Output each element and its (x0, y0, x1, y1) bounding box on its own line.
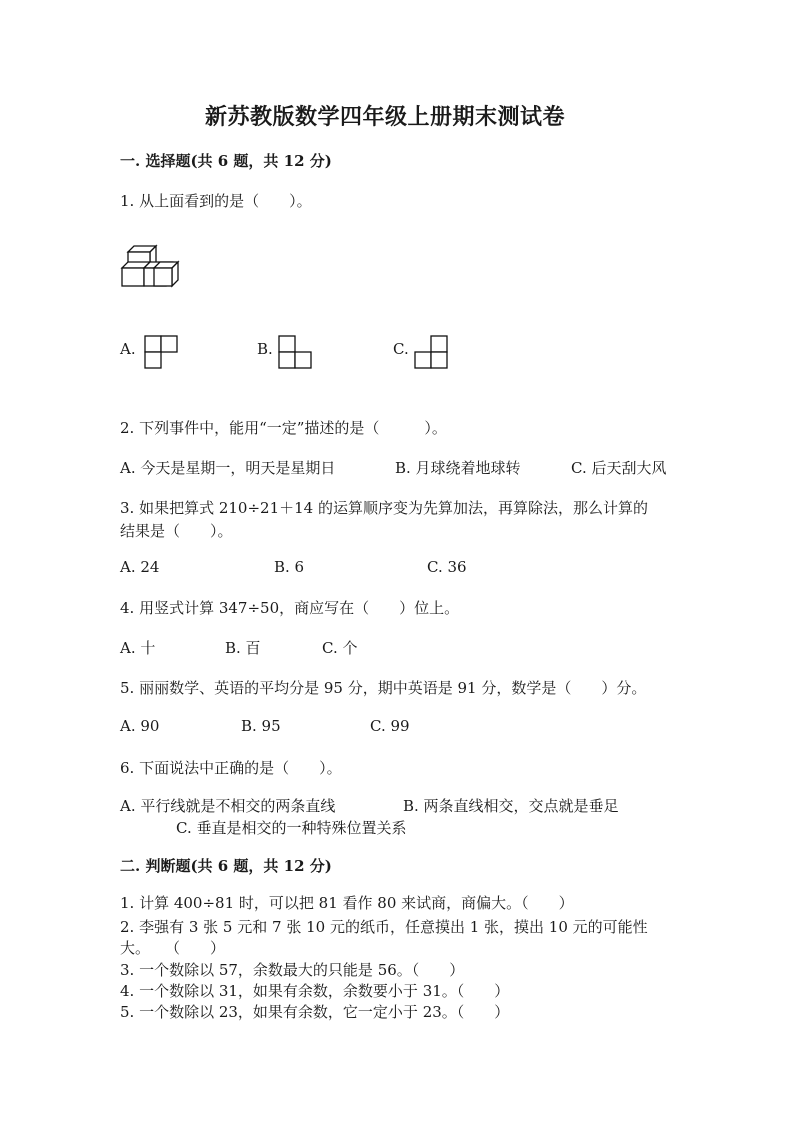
section-1-heading: 一. 选择题(共 6 题，共 12 分) (120, 152, 332, 170)
q3-option-a: A. 24 (120, 558, 160, 576)
question-3-stem-line1: 3. 如果把算式 210÷21＋14 的运算顺序变为先算加法，再算除法，那么计算的 (120, 499, 648, 517)
q6-option-c: C. 垂直是相交的一种特殊位置关系 (176, 819, 407, 837)
question-1-stem: 1. 从上面看到的是（ ）。 (120, 192, 312, 210)
q4-option-c: C. 个 (322, 639, 358, 657)
q6-option-b: B. 两条直线相交，交点就是垂足 (403, 797, 619, 815)
q2-option-b: B. 月球绕着地球转 (395, 459, 521, 477)
judgment-item-1: 1. 计算 400÷81 时，可以把 81 看作 80 来试商，商偏大。（ ） (120, 894, 574, 912)
q4-option-b: B. 百 (225, 639, 261, 657)
cube-stack-figure (118, 238, 183, 288)
judgment-item-2-line2: 大。 （ ） (120, 939, 226, 957)
q1-option-a-figure (144, 335, 178, 369)
q1-option-a-label: A. (120, 340, 136, 358)
q2-option-a: A. 今天是星期一，明天是星期日 (120, 459, 336, 477)
q2-option-c: C. 后天刮大风 (571, 459, 667, 477)
judgment-item-5: 5. 一个数除以 23，如果有余数，它一定小于 23。（ ） (120, 1003, 510, 1021)
q5-option-c: C. 99 (370, 717, 410, 735)
question-6-stem: 6. 下面说法中正确的是（ ）。 (120, 759, 342, 777)
judgment-item-2-line1: 2. 李强有 3 张 5 元和 7 张 10 元的纸币，任意摸出 1 张，摸出 10 元的可能性 (120, 918, 648, 936)
q6-option-a: A. 平行线就是不相交的两条直线 (120, 797, 336, 815)
q1-option-c-label: C. (393, 340, 409, 358)
q3-option-b: B. 6 (274, 558, 305, 576)
question-3-stem-line2: 结果是（ ）。 (120, 522, 233, 540)
judgment-item-3: 3. 一个数除以 57，余数最大的只能是 56。（ ） (120, 961, 465, 979)
page-title: 新苏教版数学四年级上册期末测试卷 (205, 104, 566, 130)
q1-option-c-figure (414, 335, 448, 369)
q1-option-b-figure (278, 335, 312, 369)
section-2-heading: 二. 判断题(共 6 题，共 12 分) (120, 857, 332, 875)
question-5-stem: 5. 丽丽数学、英语的平均分是 95 分，期中英语是 91 分，数学是（ ）分。 (120, 679, 647, 697)
question-4-stem: 4. 用竖式计算 347÷50，商应写在（ ）位上。 (120, 599, 460, 617)
q5-option-b: B. 95 (241, 717, 281, 735)
q3-option-c: C. 36 (427, 558, 467, 576)
question-2-stem: 2. 下列事件中，能用“一定”描述的是（ ）。 (120, 419, 447, 437)
q1-option-b-label: B. (257, 340, 273, 358)
q4-option-a: A. 十 (120, 639, 156, 657)
judgment-item-4: 4. 一个数除以 31，如果有余数，余数要小于 31。（ ） (120, 982, 510, 1000)
q5-option-a: A. 90 (120, 717, 160, 735)
